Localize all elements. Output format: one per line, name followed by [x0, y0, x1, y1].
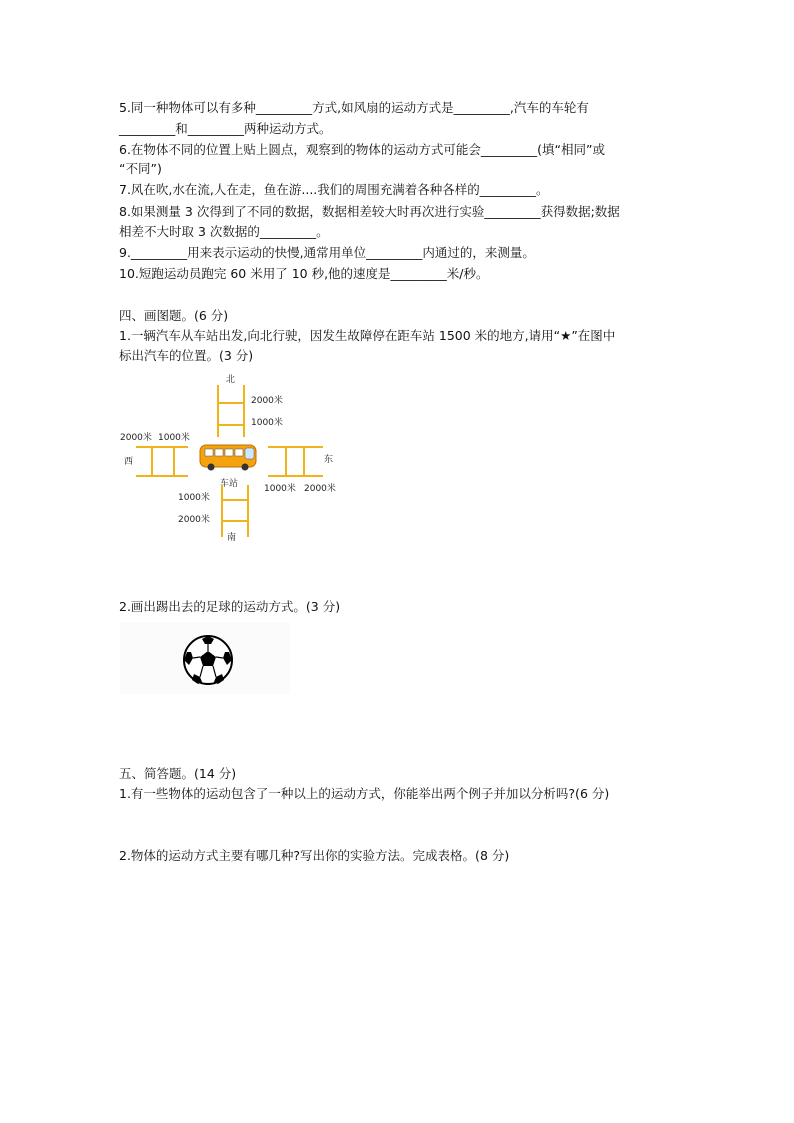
section-5-heading: 五、简答题。(14 分)	[119, 766, 237, 781]
short-answer-question-1: 1.有一些物体的运动包含了一种以上的运动方式，你能举出两个例子并加以分析吗?(6 分)	[119, 786, 610, 801]
label-south: 南	[227, 533, 237, 543]
label-south-1000: 1000米	[178, 493, 210, 503]
question-8-line-1: 8.如果测量 3 次得到了不同的数据，数据相差较大时再次进行实验_________获得数据;数据	[119, 204, 620, 219]
question-6-line-2: “不同”)	[119, 161, 162, 176]
question-6-line-1: 6.在物体不同的位置上贴上圆点，观察到的物体的运动方式可能会_________(填“相同”或	[119, 142, 606, 157]
soccer-ball-icon	[178, 630, 238, 690]
label-east-2000: 2000米	[304, 484, 336, 494]
drawing-question-1-line-1: 1.一辆汽车从车站出发,向北行驶，因发生故障停在距车站 1500 米的地方,请用“★”在图中	[119, 328, 616, 343]
section-4-heading: 四、画图题。(6 分)	[119, 308, 229, 323]
short-answer-question-2: 2.物体的运动方式主要有哪几种?写出你的实验方法。完成表格。(8 分)	[119, 848, 510, 863]
label-east: 东	[324, 455, 334, 465]
drawing-area[interactable]	[120, 622, 290, 694]
label-north-1000: 1000米	[251, 418, 283, 428]
label-north-2000: 2000米	[251, 396, 283, 406]
label-west-1000: 1000米	[158, 433, 190, 443]
question-10: 10.短跑运动员跑完 60 米用了 10 秒,他的速度是_________米/秒。	[119, 266, 489, 281]
label-west-2000: 2000米	[120, 433, 152, 443]
road-diagram	[118, 375, 350, 545]
drawing-question-2: 2.画出踢出去的足球的运动方式。(3 分)	[119, 599, 341, 614]
question-5-line-2: _________和_________两种运动方式。	[119, 121, 332, 136]
direction-map	[118, 375, 350, 545]
bus-icon	[200, 445, 256, 471]
question-8-line-2: 相差不大时取 3 次数据的_________。	[119, 224, 329, 239]
question-5-line-1: 5.同一种物体可以有多种_________方式,如风扇的运动方式是_________,汽车的车轮有	[119, 100, 589, 115]
question-7: 7.风在吹,水在流,人在走，鱼在游....我们的周围充满着各种各样的_________。	[119, 182, 549, 197]
drawing-question-1-line-2: 标出汽车的位置。(3 分)	[119, 348, 254, 363]
label-east-1000: 1000米	[264, 484, 296, 494]
label-west: 西	[124, 457, 134, 467]
question-9: 9._________用来表示运动的快慢,通常用单位_________内通过的，来测量。	[119, 245, 535, 260]
label-station: 车站	[220, 479, 239, 489]
label-south-2000: 2000米	[178, 515, 210, 525]
label-north: 北	[226, 375, 236, 385]
